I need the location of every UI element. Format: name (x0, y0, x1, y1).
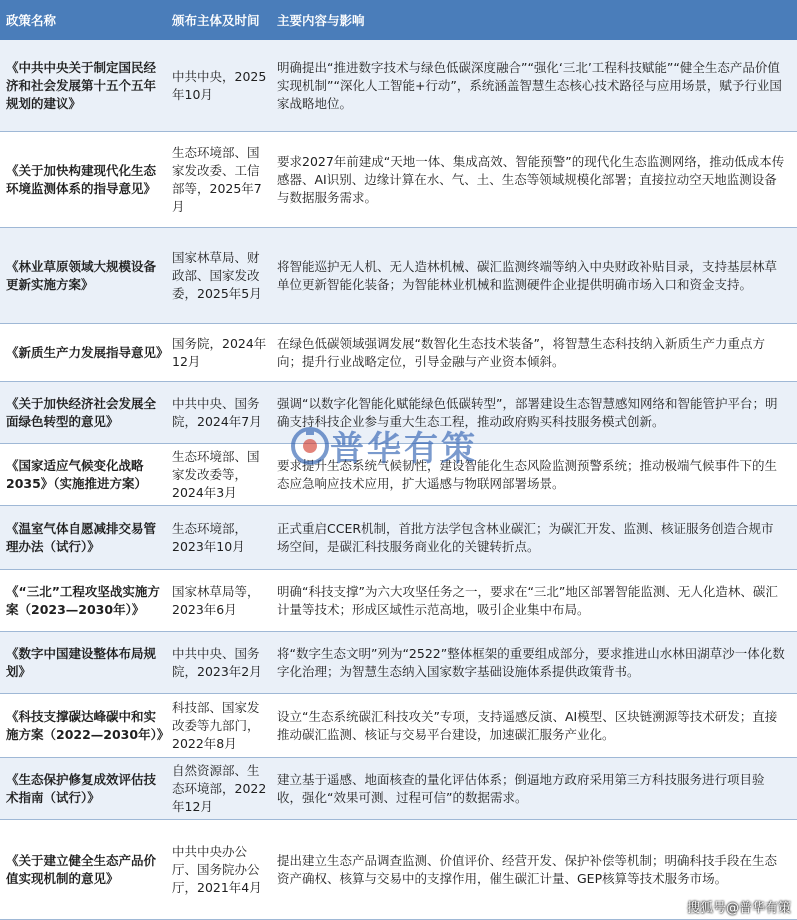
issuer-date-cell: 国家林草局等，2023年6月 (172, 583, 260, 617)
table-row (0, 632, 797, 694)
policy-name-cell: 《关于建立健全生态产品价值实现机制的意见》 (6, 852, 157, 886)
content-cell: 要求2027年前建成“天地一体、集成高效、智能预警”的现代化生态监测网络，推动低成本传感器、AI识别、边缘计算在水、气、土、生态等领域规模化部署；直接拉动空天地监测设备与数据服务需求。 (277, 153, 785, 205)
table-row (0, 444, 797, 506)
content-cell: 正式重启CCER机制，首批方法学包含林业碳汇；为碳汇开发、监测、核证服务创造合规市场空间，是碳汇科技服务商业化的关键转折点。 (277, 520, 774, 554)
table-row (0, 132, 797, 228)
content-cell: 建立基于遥感、地面核查的量化评估体系；倒逼地方政府采用第三方科技服务进行项目验收，强化“效果可测、过程可信”的数据需求。 (277, 771, 765, 805)
issuer-date-cell: 中共中央、国务院，2024年7月 (172, 395, 262, 429)
content-cell: 在绿色低碳领域强调发展“数智化生态技术装备”，将智慧生态科技纳入新质生产力重点方向；提升行业战略定位，引导金融与产业资本倾斜。 (277, 335, 765, 369)
table-row (0, 40, 797, 132)
header-issuer-date: 颁布主体及时间 (172, 12, 260, 28)
policy-name-cell: 《温室气体自愿减排交易管理办法（试行）》 (6, 520, 157, 554)
policy-name-cell: 《科技支撑碳达峰碳中和实施方案（2022—2030年）》 (6, 708, 170, 742)
table-row (0, 570, 797, 632)
policy-name-cell: 《关于加快构建现代化生态环境监测体系的指导意见》 (6, 162, 157, 196)
content-cell: 将“数字生态文明”列为“2522”整体框架的重要组成部分，要求推进山水林田湖草沙一体化数字化治理；为智慧生态纳入国家数字基础设施体系提供政策背书。 (277, 645, 785, 679)
header-policy-name: 政策名称 (6, 13, 57, 28)
content-cell: 明确提出“推进数字技术与绿色低碳深度融合”“强化‘三北’工程科技赋能”“健全生态产品价值实现机制”“深化人工智能+行动”，系统涵盖智慧生态核心技术路径与应用场景，赋予行业国家战略地位。 (277, 59, 782, 111)
watermark-text: 普华有策 (330, 429, 478, 469)
policy-name-cell: 《“三北”工程攻坚战实施方案（2023—2030年）》 (6, 583, 160, 617)
issuer-date-cell: 生态环境部、国家发改委、工信部等，2025年7月 (172, 144, 262, 214)
policy-name-cell: 《国家适应气候变化战略2035》（实施推进方案） (6, 457, 148, 491)
content-cell: 明确“科技支撑”为六大攻坚任务之一，要求在“三北”地区部署智能监测、无人化造林、碳汇计量等技术；形成区域性示范高地，吸引企业集中布局。 (277, 583, 778, 617)
issuer-date-cell: 科技部、国家发改委等九部门，2022年8月 (172, 699, 260, 751)
issuer-date-cell: 自然资源部、生态环境部，2022年12月 (172, 762, 267, 814)
content-cell: 设立“生态系统碳汇科技攻关”专项，支持遥感反演、AI模型、区块链溯源等技术研发；直接推动碳汇监测、核证与交易平台建设，加速碳汇服务产业化。 (277, 708, 778, 742)
issuer-date-cell: 国家林草局、财政部、国家发改委，2025年5月 (172, 249, 262, 301)
policy-name-cell: 《新质生产力发展指导意见》 (6, 344, 169, 360)
table-body (0, 40, 797, 920)
policy-name-cell: 《中共中央关于制定国民经济和社会发展第十五个五年规划的建议》 (6, 59, 157, 111)
policy-name-cell: 《林业草原领域大规模设备更新实施方案》 (6, 258, 157, 292)
content-cell: 将智能巡护无人机、无人造林机械、碳汇监测终端等纳入中央财政补贴目录，支持基层林草单位更新智能化装备；为智能林业机械和监测硬件企业提供明确市场入口和资金支持。 (277, 258, 778, 292)
header-content: 主要内容与影响 (277, 13, 365, 28)
table-row (0, 820, 797, 920)
content-cell: 强调“以数字化智能化赋能绿色低碳转型”，部署建设生态智慧感知网络和智能管护平台；明确支持科技企业参与重大生态工程，推动政府购买科技服务模式创新。 (277, 395, 778, 429)
policy-name-cell: 《数字中国建设整体布局规划》 (6, 645, 157, 679)
table-row (0, 506, 797, 570)
table-row (0, 324, 797, 382)
policy-name-cell: 《关于加快经济社会发展全面绿色转型的意见》 (6, 395, 157, 429)
policy-name-cell: 《生态保护修复成效评估技术指南（试行）》 (6, 771, 157, 805)
content-cell: 要求提升生态系统气候韧性，建设智能化生态风险监测预警系统；推动极端气候事件下的生态应急响应技术应用，扩大遥感与物联网部署场景。 (277, 457, 778, 491)
table-header (0, 0, 797, 40)
table-row (0, 382, 797, 444)
content-cell: 提出建立生态产品调查监测、价值评价、经营开发、保护补偿等机制；明确科技手段在生态资产确权、核算与交易中的支撑作用，催生碳汇计量、GEP核算等技术服务市场。 (277, 852, 778, 886)
table-row (0, 694, 797, 758)
source-credit: 搜狐号@普华有策 (686, 901, 791, 916)
issuer-date-cell: 中共中央、国务院，2023年2月 (172, 645, 262, 679)
table-row (0, 758, 797, 820)
issuer-date-cell: 生态环境部，2023年10月 (172, 520, 248, 554)
issuer-date-cell: 生态环境部、国家发改委等，2024年3月 (172, 448, 260, 500)
issuer-date-cell: 中共中央，2025年10月 (172, 68, 267, 102)
table-row (0, 228, 797, 324)
issuer-date-cell: 国务院，2024年12月 (172, 335, 267, 369)
issuer-date-cell: 中共中央办公厅、国务院办公厅，2021年4月 (172, 843, 262, 895)
